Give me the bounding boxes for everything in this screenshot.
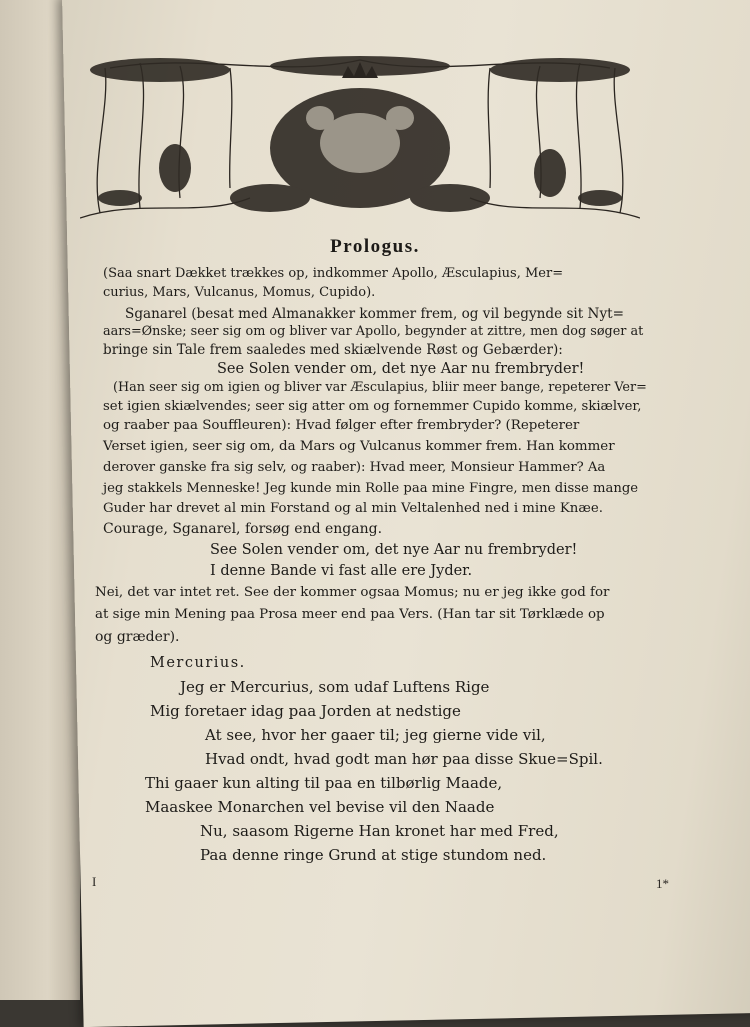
page-title: Prologus.: [330, 236, 420, 257]
stage-direction-line: curius, Mars, Vulcanus, Momus, Cupido).: [103, 285, 376, 300]
verse-line: I denne Bande vi fast alle ere Jyder.: [210, 563, 473, 579]
text-line: og græder).: [95, 629, 180, 645]
text-line: aars=Ønske; seer sig om og bliver var Apollo, begynder at zittre, men dog søger at: [103, 324, 644, 339]
signature-mark-right: 1*: [656, 876, 669, 891]
text-line: derover ganske fra sig selv, og raaber): Hvad meer, Monsieur Hammer? Aa: [103, 460, 606, 475]
verse-line: See Solen vender om, det nye Aar nu frembryder!: [210, 542, 578, 558]
text-line: at sige min Mening paa Prosa meer end paa Vers. (Han tar sit Tørklæde op: [95, 607, 605, 622]
speaker-name: Mercurius.: [150, 655, 246, 671]
verse-line: Thi gaaer kun alting til paa en tilbørlig Maade,: [145, 774, 503, 792]
text-line: set igien skiælvendes; seer sig atter om og fornemmer Cupido komme, skiælver,: [103, 399, 642, 414]
text-line: Sganarel (besat med Almanakker kommer frem, og vil begynde sit Nyt=: [125, 306, 624, 322]
text-line: jeg stakkels Menneske! Jeg kunde min Rolle paa mine Fingre, men disse mange: [103, 481, 639, 496]
text-line: bringe sin Tale frem saaledes med skiælvende Røst og Gebærder):: [103, 342, 563, 358]
verse-line: Paa denne ringe Grund at stige stundom ned.: [200, 846, 547, 864]
verse-line: Maaskee Monarchen vel bevise vil den Naade: [145, 798, 495, 816]
text-line: Guder har drevet al min Forstand og al min Veltalenhed ned i mine Knæe.: [103, 501, 603, 516]
verse-line: Nu, saasom Rigerne Han kronet har med Fred,: [200, 822, 559, 840]
signature-mark-left: I: [92, 874, 97, 889]
verse-line: Jeg er Mercurius, som udaf Luftens Rige: [180, 678, 490, 696]
text-line: Verset igien, seer sig om, da Mars og Vulcanus kommer frem. Han kommer: [103, 439, 615, 454]
stage-direction-line: (Saa snart Dækket trækkes op, indkommer Apollo, Æsculapius, Mer=: [103, 266, 564, 281]
text-line: og raaber paa Souffleuren): Hvad følger efter frembryder? (Repeterer: [103, 418, 580, 433]
verse-line: At see, hvor her gaaer til; jeg gierne vide vil,: [205, 726, 546, 744]
verse-line: See Solen vender om, det nye Aar nu frembryder!: [217, 361, 585, 377]
text-line: Nei, det var intet ret. See der kommer ogsaa Momus; nu er jeg ikke god for: [95, 585, 610, 600]
text-line: Courage, Sganarel, forsøg end engang.: [103, 521, 383, 537]
verse-line: Mig foretaer idag paa Jorden at nedstige: [150, 702, 461, 720]
text-line: (Han seer sig om igien og bliver var Æsculapius, bliir meer bange, repeterer Ver=: [113, 380, 647, 395]
verse-line: Hvad ondt, hvad godt man hør paa disse Skue=Spil.: [205, 750, 603, 768]
